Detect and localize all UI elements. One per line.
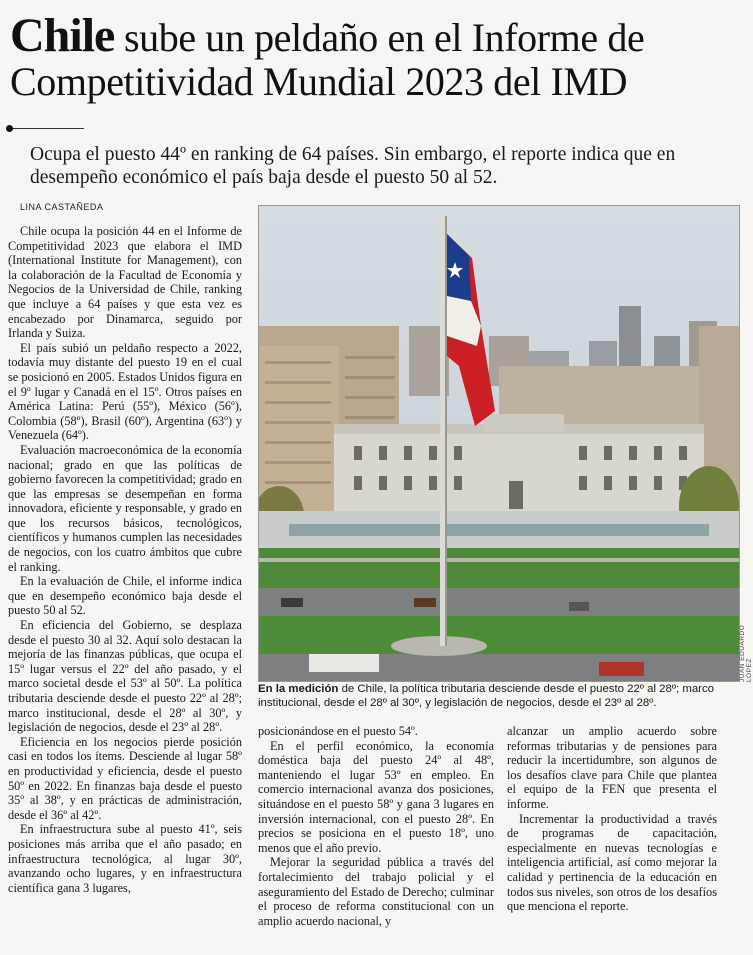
- paragraph: Incrementar la productividad a través de programas de capacitación, especialmente en nuevas tecnologías e inteligencia artificial, así como mejorar la calidad y pertinencia de la educación en todos sus niveles, son otros de los desafíos que menciona el reporte.: [507, 811, 717, 914]
- paragraph: Eficiencia en los negocios pierde posición casi en todos los ítems. Desciende al lugar 58º en productividad y eficiencia, desde el puesto 50º en 2022. En finanzas baja desde el puesto 35º al 38º, y en prácticas de administración, desde el 36º al 42º.: [8, 734, 242, 822]
- paragraph: alcanzar un amplio acuerdo sobre reformas tributarias y de pensiones para reducir la incertidumbre, son algunos de los desafíos clave para Chile que plantea el equipo de la FEN que presenta el informe.: [507, 724, 717, 811]
- article-column-3: [507, 724, 717, 914]
- paragraph: En eficiencia del Gobierno, se desplaza desde el puesto 30 al 32. Aquí solo destacan la mejoría de las finanzas públicas, que ocupa el 15º lugar versus el 22º del año pasado, y el marco societal desde el 53º al 50º. La política tributaria desciende desde el puesto 22º al 28º; marco institucional, desde el 28º al 30º, y legislación de negocios, desde el 23º al 28º.: [8, 618, 242, 735]
- paragraph: El país subió un peldaño respecto a 2022, todavía muy distante del puesto 19 en el cual se posicionó en 2005. Estados Unidos figura en el 9º lugar y Canadá en el 15º. Otros países en América Latina: Perú (55º), México (56º), Colombia (58º), Brasil (60º), Argentina (63º) y Venezuela (64º).: [8, 340, 242, 443]
- caption-lead: En la medición: [258, 683, 339, 695]
- headline-rest: sube un peldaño en el Informe de Competitividad Mundial 2023 del IMD: [10, 15, 645, 104]
- subhead: Ocupa el puesto 44º en ranking de 64 países. Sin embargo, el reporte indica que en desempeño económico el país baja desde el puesto 50 al 52.: [30, 144, 676, 188]
- photo-credit: JUAN EDUARDO LÓPEZ: [739, 624, 753, 682]
- headline: [10, 9, 745, 104]
- paragraph: En el perfil económico, la economía doméstica baja del puesto 24º al 48º, manteniendo el lugar 53º en empleo. En comercio internacional avanza dos posiciones, situándose en el puesto 58º y gana 3 lugares en inversión internacional, con el puesto 28º. En precios se posiciona en el puesto 18º, uno menos que el año previo.: [258, 738, 494, 855]
- paragraph: Evaluación macroeconómica de la economía nacional; grado en que las políticas de gobierno favorecen la competitividad; grado en que las empresas se desempeñan en forma innovadora, eficiente y responsable, y grado en que los recursos básicos, tecnológicos, científicos y humanos cumplen las necesidades de negocios, con los cuatro ámbitos que cubre el ranking.: [8, 442, 242, 574]
- paragraph: posicionándose en el puesto 54º.: [258, 724, 418, 738]
- bullet-rule: [8, 128, 84, 129]
- palace-photo-illustration: [259, 206, 739, 681]
- paragraph: Mejorar la seguridad pública a través del fortalecimiento del trabajo policial y el aseguramiento del Estado de Derecho; culminar el proceso de reforma constitucional con un amplio acuerdo nacional, y: [258, 855, 494, 928]
- photo-caption: [258, 683, 728, 710]
- headline-lead: Chile: [10, 9, 115, 62]
- article-column-1: [8, 224, 242, 895]
- article-column-2: [258, 724, 494, 928]
- paragraph: En infraestructura sube al puesto 41º, seis posiciones más arriba que el año pasado; en infraestructura tecnológica, al lugar 30º, avanzando ocho lugares, y en infraestructura científica gana 3 lugares,: [8, 822, 242, 895]
- byline: LINA CASTAÑEDA: [20, 202, 104, 212]
- caption-text: de Chile, la política tributaria desciende desde el puesto 22º al 28º; marco institucional, desde el 28º al 30º, y legislación de negocios, desde el 23º al 28º.: [258, 683, 714, 709]
- news-photo-la-moneda: [258, 205, 740, 682]
- paragraph: En la evaluación de Chile, el informe indica que en desempeño económico baja desde el puesto 50 al 52.: [8, 574, 242, 618]
- paragraph: Chile ocupa la posición 44 en el Informe de Competitividad 2023 que elabora el IMD (International Institute for Management), con la colaboración de la Facultad de Economía y Negocios de la Universidad de Chile, ranking que incluye a 64 países y que esta vez es encabezado por Dinamarca, seguido por Irlanda y Suiza.: [8, 224, 242, 341]
